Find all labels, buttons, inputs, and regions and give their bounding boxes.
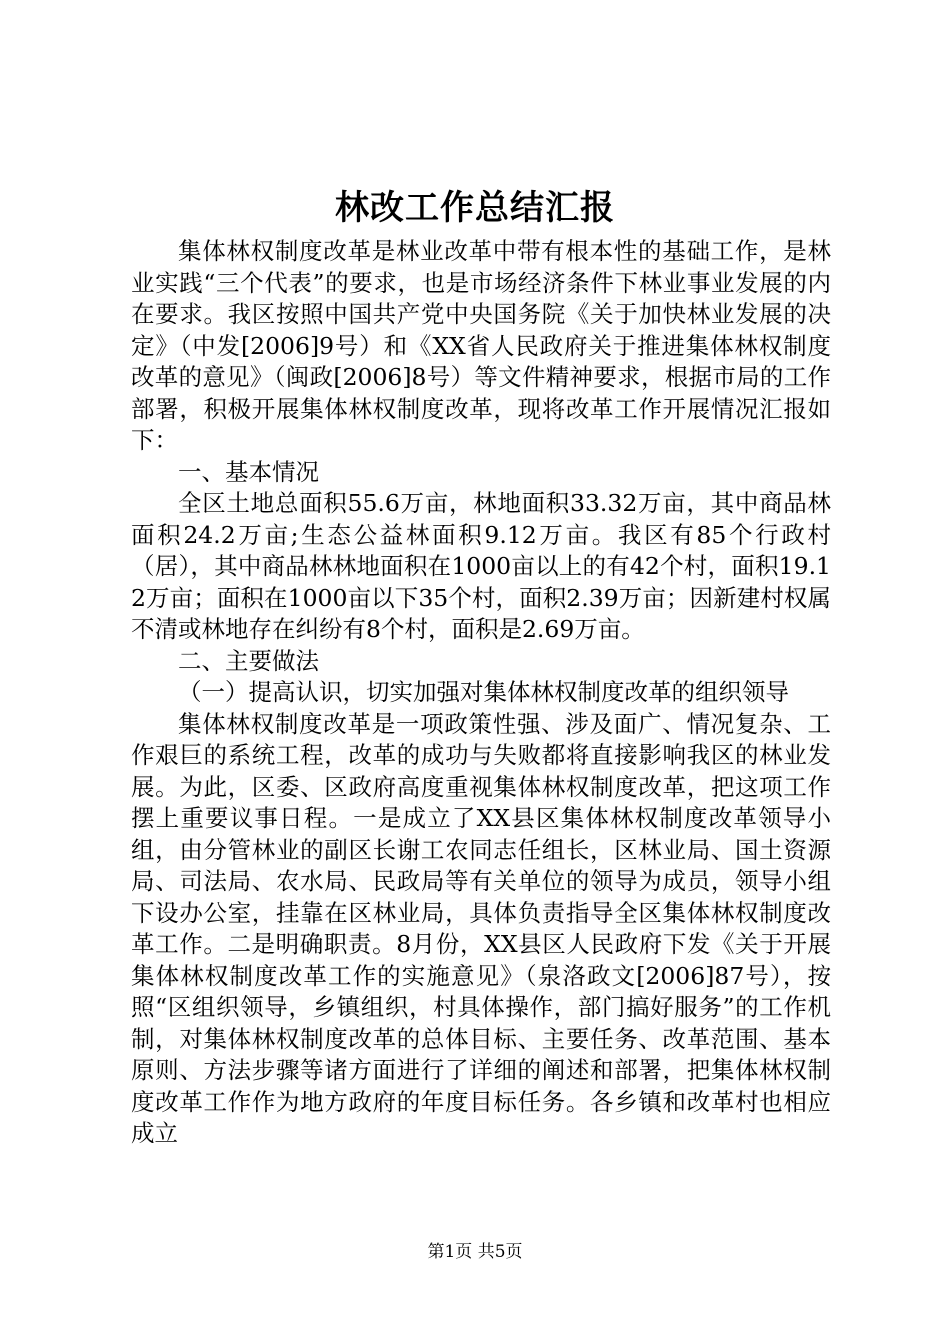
document-title: 林改工作总结汇报: [335, 188, 615, 228]
page-footer: 第1页 共5页: [427, 1242, 523, 1262]
intro-paragraph: 集体林权制度改革是林业改革中带有根本性的基础工作，是林业实践“三个代表”的要求，也是市场经济条件下林业事业发展的内在要求。我区按照中国共产党中央国务院《关于加快林业发展的决定》（中发[2006]9号）和《XX省人民政府关于推进集体林权制度改革的意见》（闽政[2006]8号）等文件精神要求，根据市局的工作部署，积极开展集体林权制度改革，现将改革工作开展情况汇报如下：: [131, 237, 831, 454]
leadership-paragraph: 集体林权制度改革是一项政策性强、涉及面广、情况复杂、工作艰巨的系统工程，改革的成功与失败都将直接影响我区的林业发展。为此，区委、区政府高度重视集体林权制度改革，把这项工作摆上重要议事日程。一是成立了XX县区集体林权制度改革领导小组，由分管林业的副区长谢工农同志任组长，区林业局、国土资源局、司法局、农水局、民政局等有关单位的领导为成员，领导小组下设办公室，挂靠在区林业局，具体负责指导全区集体林权制度改革工作。二是明确职责。8月份，XX县区人民政府下发《关于开展集体林权制度改革工作的实施意见》（泉洛政文[2006]87号），按照“区组织领导，乡镇组织，村具体操作，部门搞好服务”的工作机制，对集体林权制度改革的总体目标、主要任务、改革范围、基本原则、方法步骤等诸方面进行了详细的阐述和部署，把集体林权制度改革工作作为地方政府的年度目标任务。各乡镇和改革村也相应成立: [131, 709, 831, 1147]
subsection-heading-leadership: （一）提高认识，切实加强对集体林权制度改革的组织领导: [178, 678, 789, 706]
basic-situation-paragraph: 全区土地总面积55.6万亩，林地面积33.32万亩，其中商品林面积24.2万亩;生态公益林面积9.12万亩。我区有85个行政村（居），其中商品林林地面积在1000亩以上的有42个村，面积19.12万亩；面积在1000亩以下35个村，面积2.39万亩；因新建村权属不清或林地存在纠纷有8个村，面积是2.69万亩。: [131, 489, 831, 643]
section-heading-basic-situation: 一、基本情况: [178, 457, 319, 486]
section-heading-main-practices: 二、主要做法: [178, 646, 319, 675]
document-body: [131, 236, 831, 1150]
